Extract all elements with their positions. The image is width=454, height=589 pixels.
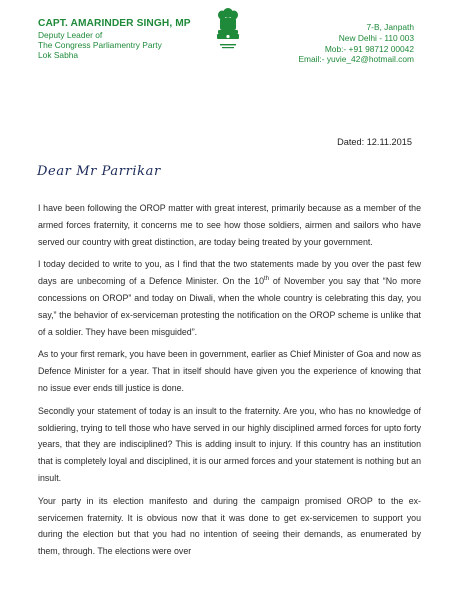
sender-house-line: Lok Sabha [38, 50, 79, 61]
letter-date: Dated: 12.11.2015 [337, 137, 412, 147]
paragraph-2 [38, 256, 421, 340]
sender-party-line: The Congress Parliamentry Party [38, 40, 162, 51]
ordinal-suffix: th [264, 276, 270, 283]
address-city: New Delhi - 110 003 [338, 32, 414, 43]
address-line: 7-B, Janpath [366, 22, 414, 32]
paragraph-3: As to your first remark, you have been in government, earlier as Chief Minister of Goa and now as Defence Minister for a year. That in itself should have given you the experience of knowing that no issue ever ends till justice is done. [38, 349, 421, 393]
paragraph-2-part-2: of November you say that “No more concessions on OROP” and today on Diwali, when the whole country is celebrating this day, you say,” the behavior of ex-serviceman protesting the notification on the OROP scheme is unlike that of a soldier. They have been misguided”. [38, 276, 421, 337]
paragraph-1: I have been following the OROP matter with great interest, primarily because as a member of the armed forces fraternity, it concerns me to see how those soldiers, airmen and sailors who have served our country with great distinction, are today being treated by your government. [38, 203, 421, 247]
paragraph-5: Your party in its election manifesto and during the campaign promised OROP to the ex-servicemen fraternity. It is obvious now that it was done to get ex-servicemen to support you during the election but that you had no intention of seeing their demands, as enumerated by them, through. The elections were over [38, 495, 421, 557]
letterhead-left [38, 18, 228, 61]
paragraph-2-part-1: I today decided to write to you, as I find that the two statements made by you over the past few days are unbecoming of a Defence Minister. On the 10 [38, 259, 421, 287]
salutation: Dear Mr Parrikar [37, 164, 161, 179]
letter-body [38, 200, 421, 566]
sender-title-line: Deputy Leader of [38, 30, 103, 40]
paragraph-4: Secondly your statement of today is an insult to the fraternity. Are you, who has no knowledge of soldiering, trying to tell those who have served in our highly disciplined armed forces for upto forty years, that they are indisciplined? This is adding insult to injury. If this country has an institution that is completely loyal and disciplined, it is our armed forces and your statement is nothing but an insult. [38, 405, 421, 483]
email-address: Email:- yuvie_42@hotmail.com [298, 54, 414, 65]
state-emblem-icon [214, 6, 242, 52]
sender-name: CAPT. AMARINDER SINGH, MP [38, 18, 191, 29]
letterhead-address [264, 22, 414, 65]
mobile-number: Mob:- +91 98712 00042 [324, 43, 414, 54]
